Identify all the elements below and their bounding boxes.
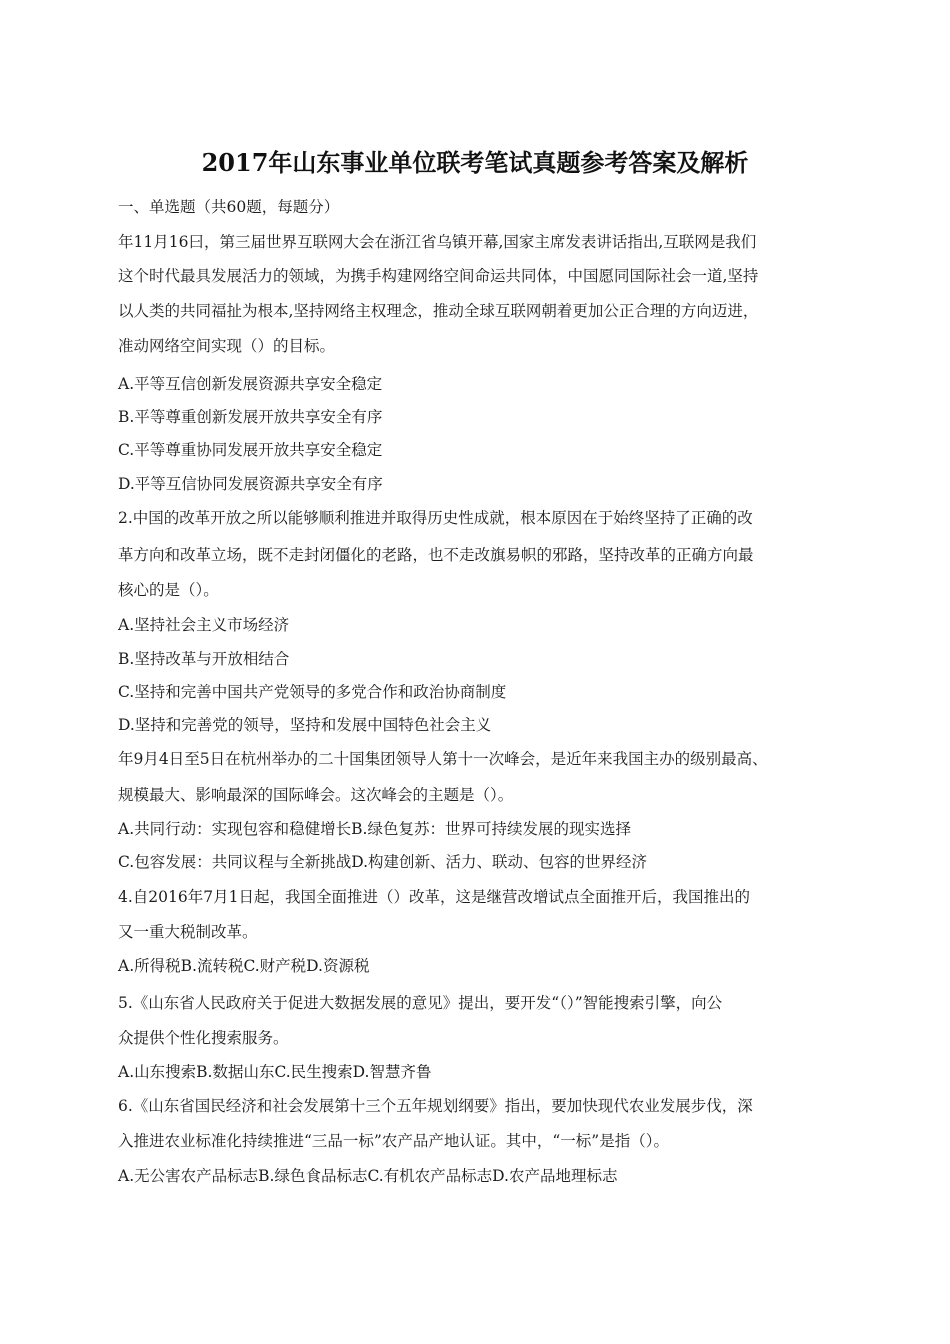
section-heading: 一、单选题（共60题，每题分） xyxy=(118,198,340,216)
answer-option: B.平等尊重创新发展开放共享安全有序 xyxy=(118,408,383,426)
page-title: 2017年山东事业单位联考笔试真题参考答案及解析 xyxy=(201,148,749,177)
question-stem-line: 6.《山东省国民经济和社会发展第十三个五年规划纲要》指出，要加快现代农业发展步伐，深 xyxy=(118,1097,753,1115)
question-stem-line: 规模最大、影响最深的国际峰会。这次峰会的主题是（）。 xyxy=(118,786,514,804)
question-stem-line: 革方向和改革立场，既不走封闭僵化的老路，也不走改旗易帜的邪路，坚持改革的正确方向最 xyxy=(118,546,754,564)
question-stem-line: 年9月4日至5日在杭州举办的二十国集团领导人第十一次峰会，是近年来我国主办的级别最高、 xyxy=(118,750,768,768)
question-stem-line: 准动网络空间实现（）的目标。 xyxy=(118,337,336,355)
question-stem-line: 又一重大税制改革。 xyxy=(118,923,258,941)
question-stem-line: 年11月16曰，第三届世界互联网大会在浙江省乌镇开幕,国家主席发表讲话指出,互联网是我们 xyxy=(118,233,757,251)
answer-option: A.平等互信创新发展资源共享安全稳定 xyxy=(118,375,383,393)
answer-option: A.无公害农产品标志B.绿色食品标志C.有机农产品标志D.农产品地理标志 xyxy=(118,1167,618,1185)
answer-option: A.所得税B.流转税C.财产税D.资源税 xyxy=(118,957,370,975)
answer-option: C.平等尊重协同发展开放共享安全稳定 xyxy=(118,441,383,459)
question-stem-line: 核心的是（）。 xyxy=(118,581,219,599)
answer-option: C.坚持和完善中国共产党领导的多党合作和政治协商制度 xyxy=(118,683,507,701)
question-stem-line: 2.中国的改革开放之所以能够顺利推进并取得历史性成就，根本原因在于始终坚持了正确的改 xyxy=(118,509,753,527)
answer-option: A.坚持社会主义市场经济 xyxy=(118,616,290,634)
question-stem-line: 这个时代最具发展活力的领域，为携手构建网络空间命运共同体，中国愿同国际社会一道,坚持 xyxy=(118,267,759,285)
question-stem-line: 众提供个性化搜索服务。 xyxy=(118,1029,289,1047)
answer-option: A.山东搜索B.数据山东C.民生搜索D.智慧齐鲁 xyxy=(118,1063,432,1081)
question-stem-line: 5.《山东省人民政府关于促进大数据发展的意见》提出，要开发“（）”智能搜索引擎，向公 xyxy=(118,994,723,1012)
question-stem-line: 入推进农业标准化持续推进“三品一标”农产品产地认证。其中，“一标”是指（）。 xyxy=(118,1132,669,1150)
answer-option: C.包容发展：共同议程与全新挑战D.构建创新、活力、联动、包容的世界经济 xyxy=(118,853,648,871)
answer-option: A.共同行动：实现包容和稳健增长B.绿色复苏：世界可持续发展的现实选择 xyxy=(118,820,631,838)
answer-option: D.坚持和完善党的领导，坚持和发展中国特色社会主义 xyxy=(118,716,492,734)
answer-option: D.平等互信协同发展资源共享安全有序 xyxy=(118,475,383,493)
question-stem-line: 4.自2016年7月1日起，我国全面推进（）改革，这是继营改增试点全面推开后，我国推出的 xyxy=(118,888,750,906)
answer-option: B.坚持改革与开放相结合 xyxy=(118,650,290,668)
question-stem-line: 以人类的共同福扯为根本,坚持网络主权理念，推动全球互联网朝着更加公正合理的方向迈进， xyxy=(118,302,759,320)
